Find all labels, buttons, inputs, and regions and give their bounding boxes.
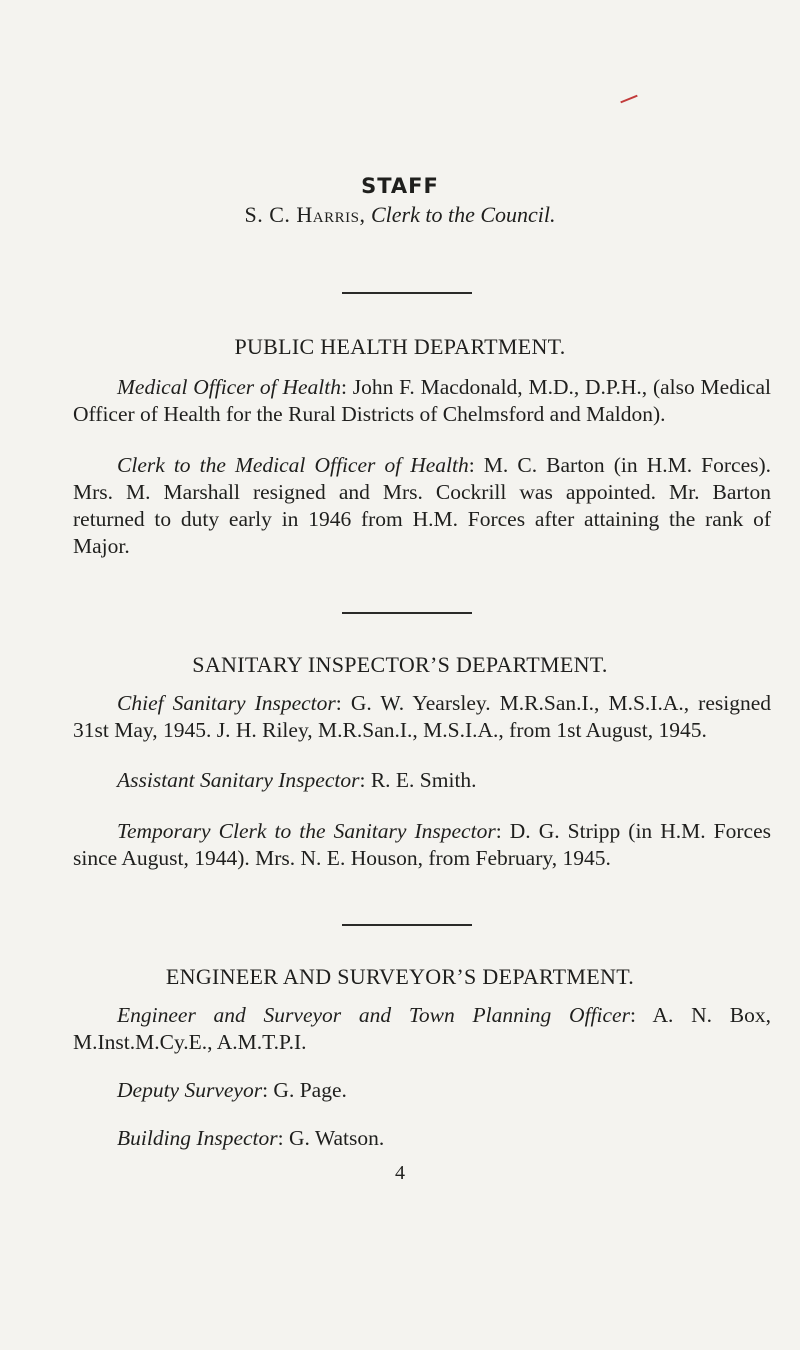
assistant-sanitary-paragraph	[73, 767, 771, 794]
building-inspector-paragraph	[73, 1125, 771, 1152]
deputy-surveyor-text: : G. Page.	[262, 1078, 347, 1102]
engineer-role: Engineer and Surveyor and Town Planning Officer	[117, 1003, 630, 1027]
clerk-name: S. C. Harris,	[244, 202, 366, 227]
section-divider	[342, 292, 472, 294]
ink-mark	[620, 95, 637, 104]
section-divider	[342, 924, 472, 926]
clerk-medical-officer-text: : M. C. Barton (in H.M. Forces). Mrs. M. Marshall resigned and Mrs. Cockrill was appointed. Mr. Barton returned to duty early in 1946 from H.M. Forces after attaining the rank of Major.	[73, 453, 772, 558]
public-health-title: PUBLIC HEALTH DEPARTMENT.	[234, 334, 566, 359]
assistant-sanitary-role: Assistant Sanitary Inspector	[117, 768, 360, 792]
deputy-surveyor-paragraph	[73, 1077, 771, 1104]
building-inspector-text: : G. Watson.	[277, 1126, 385, 1150]
chief-sanitary-paragraph	[73, 690, 771, 744]
chief-sanitary-text: : G. W. Yearsley. M.R.San.I., M.S.I.A., resigned 31st May, 1945. J. H. Riley, M.R.San.I., M.S.I.A., from 1st August, 1945.	[73, 691, 772, 742]
staff-heading: STAFF	[361, 174, 439, 198]
page-number: 4	[395, 1162, 405, 1184]
clerk-role: Clerk to the Council.	[370, 202, 556, 227]
sanitary-title: SANITARY INSPECTOR’S DEPARTMENT.	[192, 652, 608, 677]
clerk-medical-officer-paragraph	[73, 452, 771, 560]
clerk-to-council-line	[0, 202, 800, 228]
temporary-clerk-paragraph	[73, 818, 771, 872]
temporary-clerk-role: Temporary Clerk to the Sanitary Inspector	[117, 819, 496, 843]
engineer-paragraph	[73, 1002, 771, 1056]
temporary-clerk-text: : D. G. Stripp (in H.M. Forces since August, 1944). Mrs. N. E. Houson, from February, 1945.	[73, 819, 771, 870]
medical-officer-role: Medical Officer of Health	[117, 375, 341, 399]
medical-officer-paragraph	[73, 374, 771, 428]
engineer-text: : A. N. Box, M.Inst.M.Cy.E., A.M.T.P.I.	[73, 1003, 771, 1054]
engineer-title: ENGINEER AND SURVEYOR’S DEPARTMENT.	[165, 964, 635, 989]
deputy-surveyor-role: Deputy Surveyor	[117, 1078, 263, 1102]
building-inspector-role: Building Inspector	[117, 1126, 278, 1150]
clerk-medical-officer-role: Clerk to the Medical Officer of Health	[117, 453, 469, 477]
chief-sanitary-role: Chief Sanitary Inspector	[117, 691, 336, 715]
section-divider	[342, 612, 472, 614]
medical-officer-text: : John F. Macdonald, M.D., D.P.H., (also Medical Officer of Health for the Rural Districts of Chelmsford and Maldon).	[73, 375, 771, 426]
assistant-sanitary-text: : R. E. Smith.	[359, 768, 477, 792]
